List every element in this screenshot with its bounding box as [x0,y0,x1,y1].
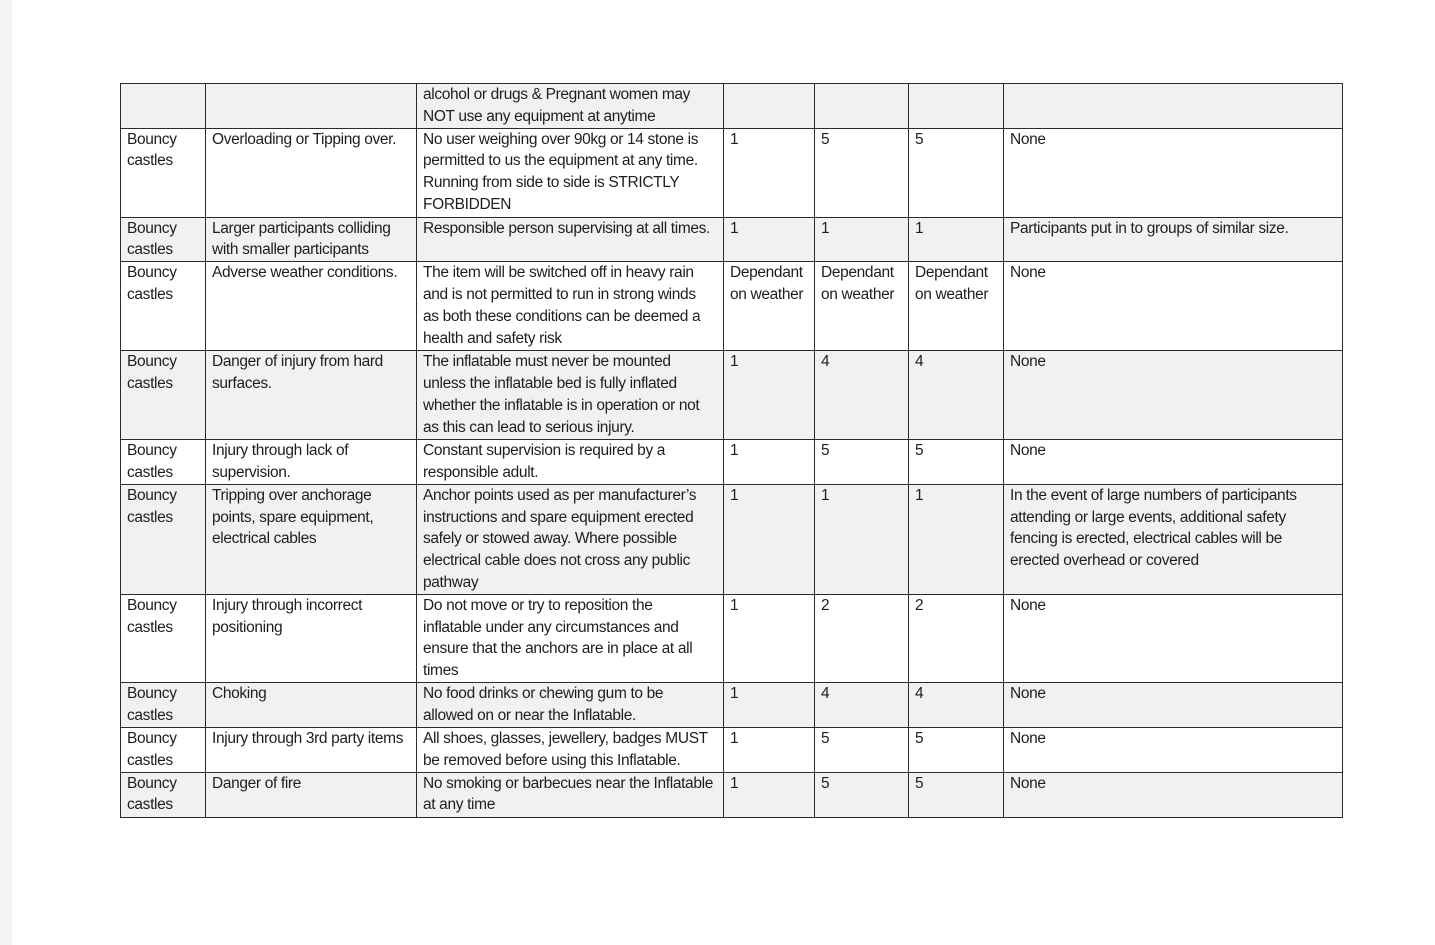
risk-rating-cell [909,440,1004,485]
risk-cell [206,484,417,594]
control-measure-cell-text: Do not move or try to reposition the inflatable under any circumstances and ensure that the anchors are in place at all times [423,596,693,680]
control-measure-cell-text: All shoes, glasses, jewellery, badges MUST be removed before using this Inflatable. [423,729,708,769]
risk-cell-text: Adverse weather conditions. [212,264,398,282]
hazard-cell-text: Bouncy castles [127,684,177,724]
severity-cell-text: 2 [821,596,830,614]
severity-cell-text: 5 [821,729,830,747]
risk-rating-cell [909,351,1004,440]
hazard-cell [121,440,206,485]
control-measure-cell [417,128,724,217]
likelihood-cell [724,484,815,594]
likelihood-cell-text: 1 [730,130,739,148]
hazard-cell [121,484,206,594]
further-action-cell [1004,84,1343,129]
risk-cell-text: Injury through incorrect positioning [212,596,363,636]
likelihood-cell-text: 1 [730,729,739,747]
risk-cell-text: Choking [212,684,267,702]
control-measure-cell [417,217,724,262]
hazard-cell-text: Bouncy castles [127,130,177,170]
likelihood-cell [724,128,815,217]
control-measure-cell-text: The inflatable must never be mounted unless the inflatable bed is fully inflated whether the inflatable is in operation or not as this can lead to serious injury. [423,353,700,436]
control-measure-cell [417,351,724,440]
likelihood-cell [724,351,815,440]
risk-cell-text: Injury through lack of supervision. [212,442,349,481]
severity-cell [815,594,909,682]
risk-rating-cell [909,594,1004,682]
table-row [121,84,1343,129]
hazard-cell [121,128,206,217]
likelihood-cell-text: 1 [730,684,739,702]
likelihood-cell-text: 1 [730,596,739,614]
likelihood-cell-text: 1 [730,442,739,460]
further-action-cell-text: None [1010,353,1046,371]
risk-assessment-table [120,83,1343,818]
control-measure-cell-text: Anchor points used as per manufacturer’s instructions and spare equipment erected safely or stowed away. Where possible electrical cable does not cross any public pathway [423,486,697,591]
further-action-cell-text: None [1010,130,1046,148]
further-action-cell [1004,351,1343,440]
further-action-cell-text: None [1010,774,1046,792]
hazard-cell [121,262,206,351]
further-action-cell [1004,128,1343,217]
hazard-cell [121,594,206,682]
severity-cell-text: 4 [821,684,830,702]
control-measure-cell-text: alcohol or drugs & Pregnant women may NOT use any equipment at anytime [423,86,691,125]
severity-cell [815,772,909,817]
hazard-cell [121,217,206,262]
further-action-cell [1004,484,1343,594]
hazard-cell [121,772,206,817]
table-row [121,128,1343,217]
likelihood-cell [724,682,815,727]
risk-cell [206,351,417,440]
further-action-cell-text: None [1010,264,1046,282]
further-action-cell-text: Participants put in to groups of similar size. [1010,219,1289,237]
risk-rating-cell [909,772,1004,817]
likelihood-cell-text: 1 [730,353,739,371]
likelihood-cell [724,594,815,682]
hazard-cell-text: Bouncy castles [127,442,177,481]
table-row [121,440,1343,485]
risk-cell [206,217,417,262]
risk-rating-cell-text: Dependant on weather [915,264,989,303]
further-action-cell [1004,594,1343,682]
hazard-cell-text: Bouncy castles [127,486,177,526]
further-action-cell-text: None [1010,729,1046,747]
risk-rating-cell-text: 5 [915,130,924,148]
severity-cell-text: 1 [821,486,830,504]
control-measure-cell [417,727,724,772]
risk-rating-cell-text: 5 [915,729,924,747]
hazard-cell-text: Bouncy castles [127,774,177,814]
table-row [121,594,1343,682]
table-body [121,84,1343,818]
risk-cell [206,772,417,817]
control-measure-cell [417,772,724,817]
table-row [121,772,1343,817]
risk-rating-cell-text: 2 [915,596,924,614]
control-measure-cell [417,594,724,682]
risk-rating-cell-text: 4 [915,353,924,371]
severity-cell [815,682,909,727]
risk-rating-cell-text: 1 [915,219,924,237]
hazard-cell [121,727,206,772]
risk-rating-cell [909,484,1004,594]
hazard-cell-text: Bouncy castles [127,264,177,303]
table-row [121,262,1343,351]
risk-cell-text: Danger of injury from hard surfaces. [212,353,383,392]
control-measure-cell-text: Constant supervision is required by a responsible adult. [423,442,666,481]
further-action-cell-text: None [1010,596,1046,614]
severity-cell [815,262,909,351]
likelihood-cell [724,84,815,129]
control-measure-cell-text: No smoking or barbecues near the Inflatable at any time [423,774,713,814]
risk-cell [206,682,417,727]
hazard-cell-text: Bouncy castles [127,596,177,636]
severity-cell-text: 5 [821,442,830,460]
table-row [121,682,1343,727]
severity-cell-text: 5 [821,130,830,148]
risk-rating-cell-text: 5 [915,442,924,460]
risk-cell [206,440,417,485]
risk-cell [206,594,417,682]
risk-rating-cell-text: 5 [915,774,924,792]
hazard-cell-text: Bouncy castles [127,353,177,392]
severity-cell [815,84,909,129]
likelihood-cell [724,772,815,817]
risk-cell-text: Danger of fire [212,774,302,792]
likelihood-cell [724,727,815,772]
severity-cell-text: 1 [821,219,830,237]
further-action-cell [1004,262,1343,351]
table-row [121,484,1343,594]
risk-rating-cell-text: 1 [915,486,924,504]
further-action-cell [1004,440,1343,485]
severity-cell [815,217,909,262]
further-action-cell-text: None [1010,442,1046,460]
risk-cell-text: Injury through 3rd party items [212,729,404,747]
severity-cell-text: Dependant on weather [821,264,895,303]
risk-rating-cell [909,84,1004,129]
control-measure-cell [417,484,724,594]
risk-cell-text: Tripping over anchorage points, spare equipment, electrical cables [212,486,374,548]
further-action-cell [1004,217,1343,262]
further-action-cell-text: None [1010,684,1046,702]
severity-cell [815,727,909,772]
hazard-cell-text: Bouncy castles [127,219,177,259]
control-measure-cell [417,262,724,351]
hazard-cell [121,351,206,440]
severity-cell-text: 5 [821,774,830,792]
further-action-cell [1004,772,1343,817]
hazard-cell [121,84,206,129]
risk-rating-cell-text: 4 [915,684,924,702]
likelihood-cell [724,440,815,485]
likelihood-cell-text: 1 [730,774,739,792]
severity-cell [815,440,909,485]
risk-cell [206,262,417,351]
document-page [12,0,1435,945]
control-measure-cell [417,84,724,129]
hazard-cell [121,682,206,727]
control-measure-cell-text: Responsible person supervising at all times. [423,219,711,237]
severity-cell [815,484,909,594]
likelihood-cell-text: 1 [730,219,739,237]
risk-rating-cell [909,217,1004,262]
likelihood-cell-text: 1 [730,486,739,504]
table-row [121,217,1343,262]
control-measure-cell [417,682,724,727]
severity-cell-text: 4 [821,353,830,371]
further-action-cell [1004,727,1343,772]
table-row [121,727,1343,772]
severity-cell [815,351,909,440]
severity-cell [815,128,909,217]
hazard-cell-text: Bouncy castles [127,729,177,769]
likelihood-cell [724,217,815,262]
risk-cell [206,84,417,129]
further-action-cell [1004,682,1343,727]
control-measure-cell [417,440,724,485]
risk-rating-cell [909,682,1004,727]
risk-cell [206,727,417,772]
likelihood-cell [724,262,815,351]
risk-cell-text: Larger participants colliding with smaller participants [212,219,391,259]
control-measure-cell-text: No food drinks or chewing gum to be allowed on or near the Inflatable. [423,684,664,724]
risk-cell-text: Overloading or Tipping over. [212,130,397,148]
risk-rating-cell [909,262,1004,351]
risk-rating-cell [909,727,1004,772]
control-measure-cell-text: No user weighing over 90kg or 14 stone is permitted to us the equipment at any time. Running from side to side is STRICTLY FORBIDDEN [423,130,699,213]
risk-cell [206,128,417,217]
table-row [121,351,1343,440]
risk-rating-cell [909,128,1004,217]
control-measure-cell-text: The item will be switched off in heavy rain and is not permitted to run in strong winds as both these conditions can be deemed a health and safety risk [423,264,701,347]
likelihood-cell-text: Dependant on weather [730,264,804,303]
further-action-cell-text: In the event of large numbers of participants attending or large events, additional safety fencing is erected, electrical cables will be erected overhead or covered [1010,486,1297,570]
